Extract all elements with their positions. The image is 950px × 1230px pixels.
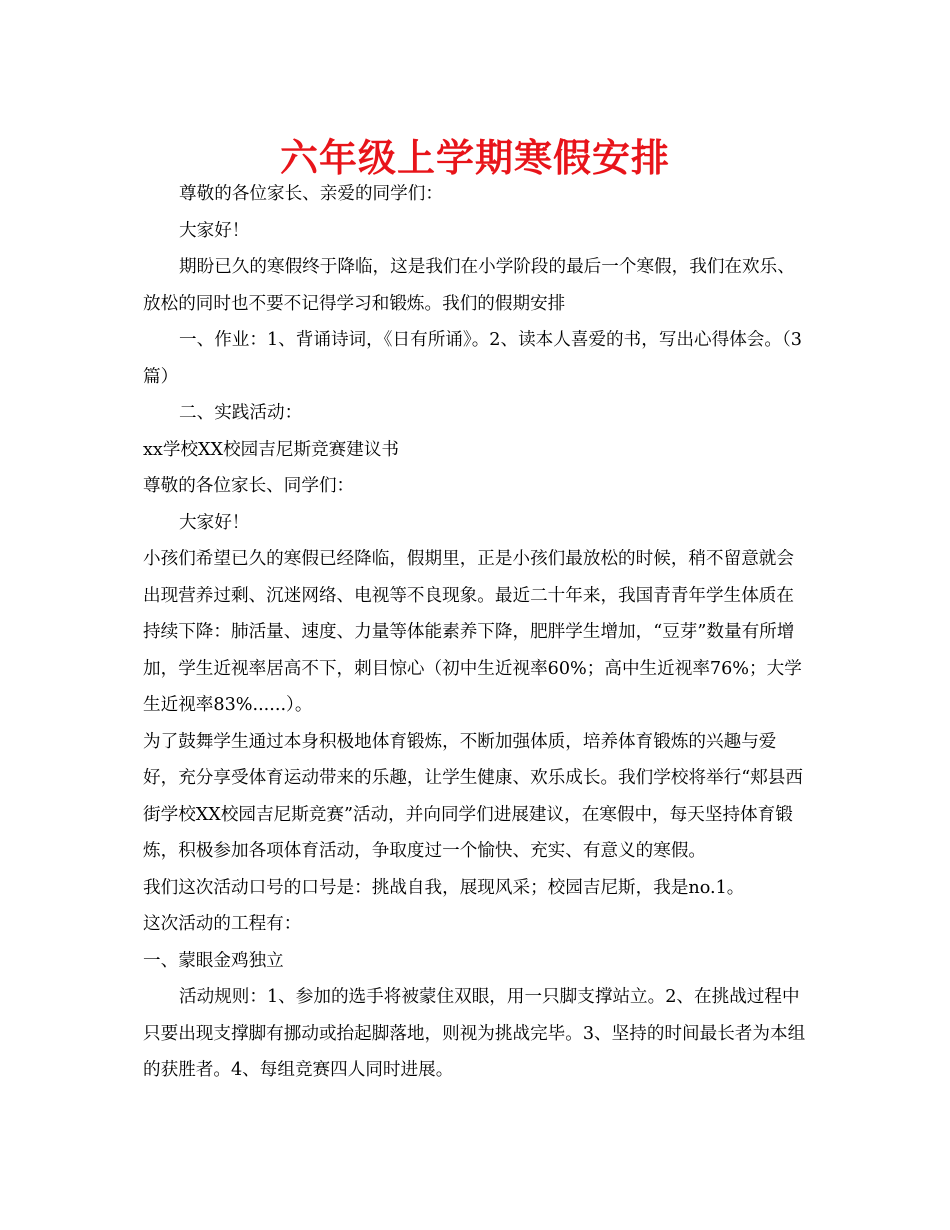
health-concern-paragraph: 小孩们希望已久的寒假已经降临，假期里，正是小孩们最放松的时候，稍不留意就会出现营养过剩、沉迷网络、电视等不良现象。最近二十年来，我国青青年学生体质在持续下降：肺活量、速度、力量等体能素养下降，肥胖学生增加，“豆芽”数量有所增加，学生近视率居高不下，刺目惊心（初中生近视率60%；高中生近视率76%；大学生近视率83%......）。 (143, 549, 802, 715)
events-heading: 这次活动的工程有： (143, 914, 302, 934)
activity-purpose-paragraph: 为了鼓舞学生通过本身积极地体育锻炼，不断加强体质，培养体育锻炼的兴趣与爱好，充分享受体育运动带来的乐趣，让学生健康、欢乐成长。我们学校将举行“郏县西街学校XX校园吉尼斯竞赛”活动，并向同学们进展建议，在寒假中，每天坚持体育锻炼，积极参加各项体育活动，争取度过一个愉快、充实、有意义的寒假。 (143, 731, 803, 861)
slogan-paragraph: 我们这次活动口号的口号是：挑战自我，展现风采；校园吉尼斯，我是no.1。 (143, 877, 745, 898)
event-one-heading: 一、蒙眼金鸡独立 (143, 950, 284, 971)
intro-paragraph: 期盼已久的寒假终于降临，这是我们在小学阶段的最后一个寒假，我们在欢乐、放松的同时也不要不记得学习和锻炼。我们的假期安排 (143, 257, 795, 314)
document-title: 六年级上学期寒假安排 (279, 136, 670, 180)
document-body (143, 176, 808, 1089)
greeting-parents-students: 尊敬的各位家长、亲爱的同学们： (179, 184, 443, 204)
greeting-hello: 大家好！ (179, 220, 250, 241)
practice-activity-heading: 二、实践活动： (179, 403, 303, 423)
proposal-hello: 大家好！ (179, 512, 250, 533)
homework-item: 一、作业：1、背诵诗词，《日有所诵》。2、读本人喜爱的书，写出心得体会。（3篇） (143, 330, 802, 387)
proposal-title: xx学校XX校园吉尼斯竞赛建议书 (143, 439, 400, 460)
proposal-greeting: 尊敬的各位家长、同学们： (143, 476, 355, 496)
event-one-rules: 活动规则：1、参加的选手将被蒙住双眼，用一只脚支撑站立。2、在挑战过程中只要出现支撑脚有挪动或抬起脚落地，则视为挑战完毕。3、坚持的时间最长者为本组的获胜者。4、每组竞赛四人同时进展。 (143, 987, 806, 1080)
